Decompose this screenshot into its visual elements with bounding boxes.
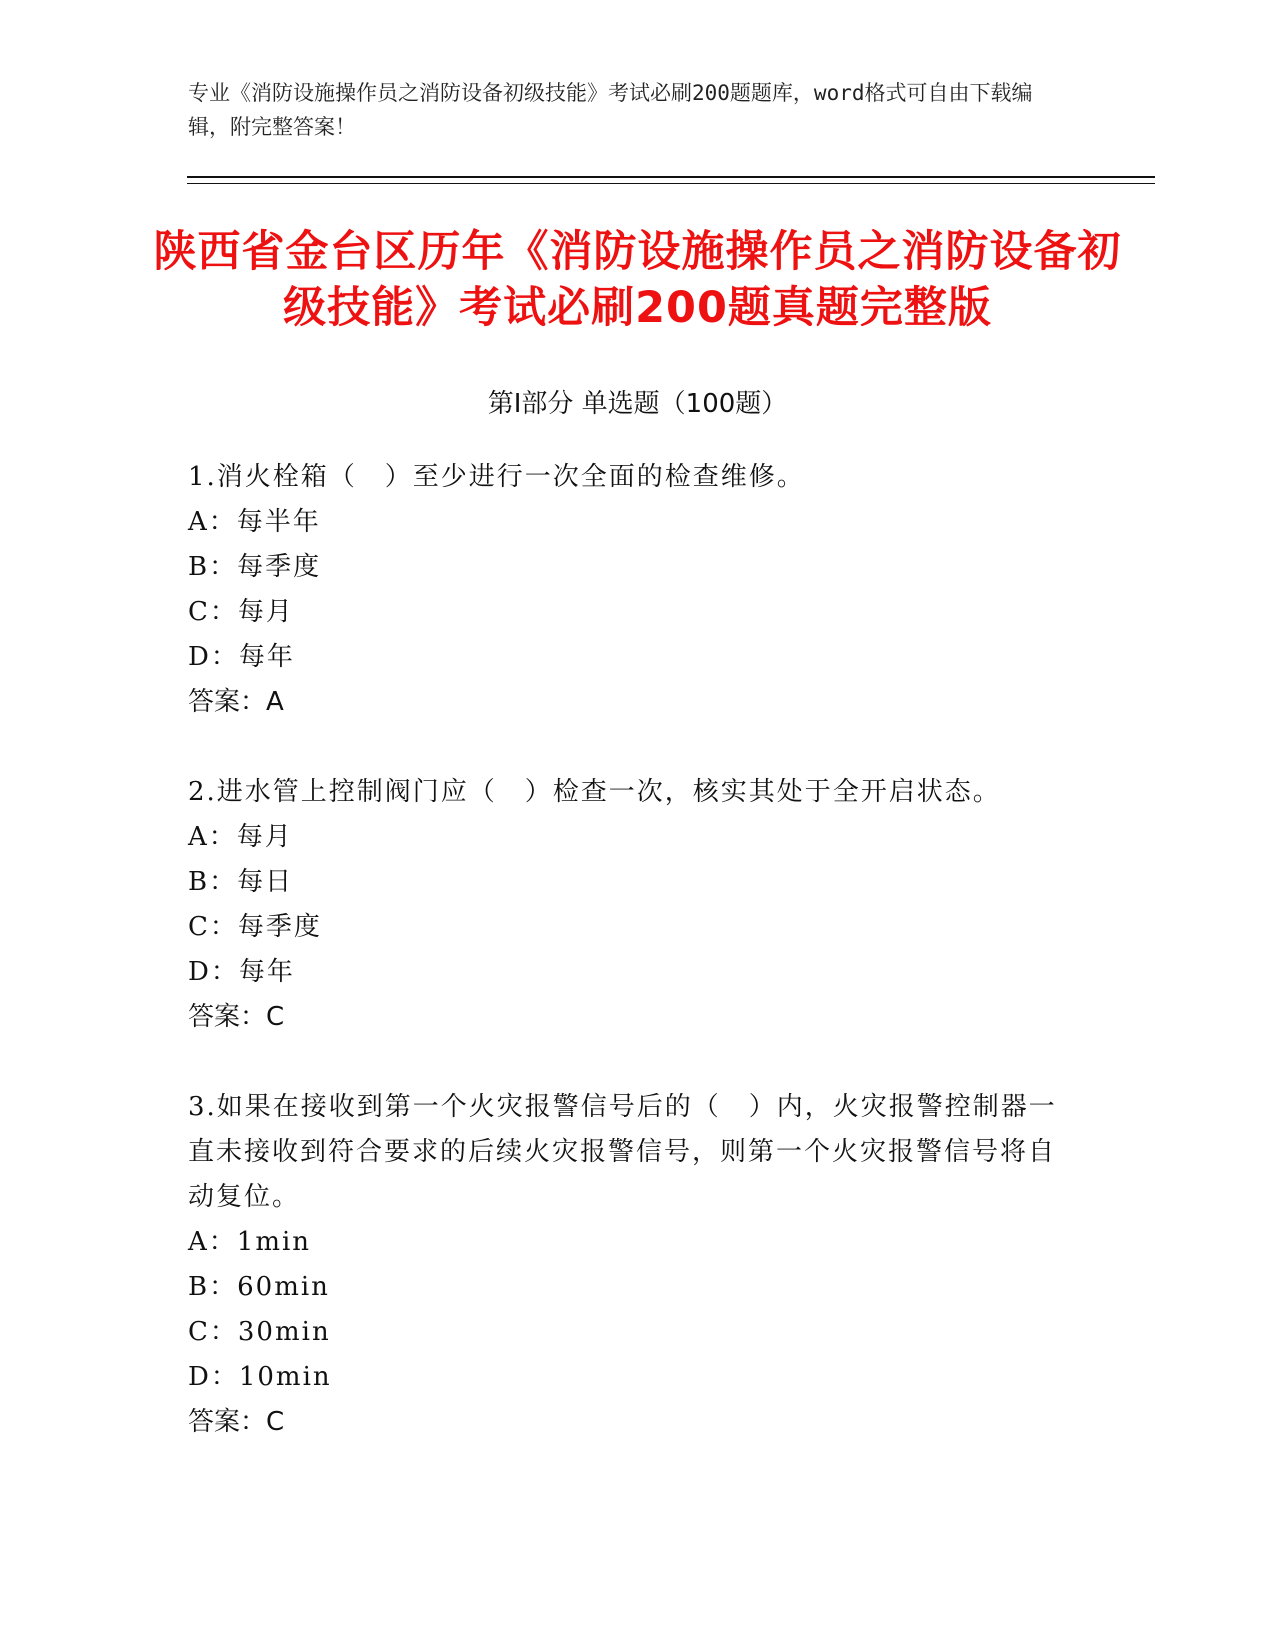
option-b: B：每季度 xyxy=(188,552,322,582)
answer: 答案：C xyxy=(188,1407,285,1437)
option-d: D：每年 xyxy=(188,642,295,672)
option-a: A：每半年 xyxy=(188,507,321,537)
option-a: A：1min xyxy=(188,1227,312,1257)
answer: 答案：A xyxy=(188,687,284,717)
header-note: 专业《消防设施操作员之消防设备初级技能》考试必刷200题题库，word格式可自由下载编辑，附完整答案！ xyxy=(188,81,1033,139)
option-d: D：10min xyxy=(188,1362,332,1392)
option-a: A：每月 xyxy=(188,822,293,852)
answer: 答案：C xyxy=(188,1002,285,1032)
option-b: B：60min xyxy=(188,1272,330,1302)
option-b: B：每日 xyxy=(188,867,294,897)
option-d: D：每年 xyxy=(188,957,295,987)
question-stem: 1.消火栓箱（ ）至少进行一次全面的检查维修。 xyxy=(188,462,805,492)
question-stem: 3.如果在接收到第一个火灾报警信号后的（ ）内，火灾报警控制器一直未接收到符合要求的后续火灾报警信号，则第一个火灾报警信号将自动复位。 xyxy=(188,1092,1057,1212)
header-rule-thin xyxy=(187,183,1155,184)
question-2 xyxy=(188,770,1068,1040)
document-title: 陕西省金台区历年《消防设施操作员之消防设备初级技能》考试必刷200题真题完整版 xyxy=(153,227,1122,333)
section-heading: 第Ⅰ部分 单选题（100题） xyxy=(487,389,788,419)
header-rule-thick xyxy=(187,176,1155,178)
question-1 xyxy=(188,455,1068,725)
option-c: C：每季度 xyxy=(188,912,322,942)
option-c: C：每月 xyxy=(188,597,294,627)
question-3 xyxy=(188,1085,1068,1445)
question-stem: 2.进水管上控制阀门应（ ）检查一次，核实其处于全开启状态。 xyxy=(188,777,1001,807)
option-c: C：30min xyxy=(188,1317,331,1347)
